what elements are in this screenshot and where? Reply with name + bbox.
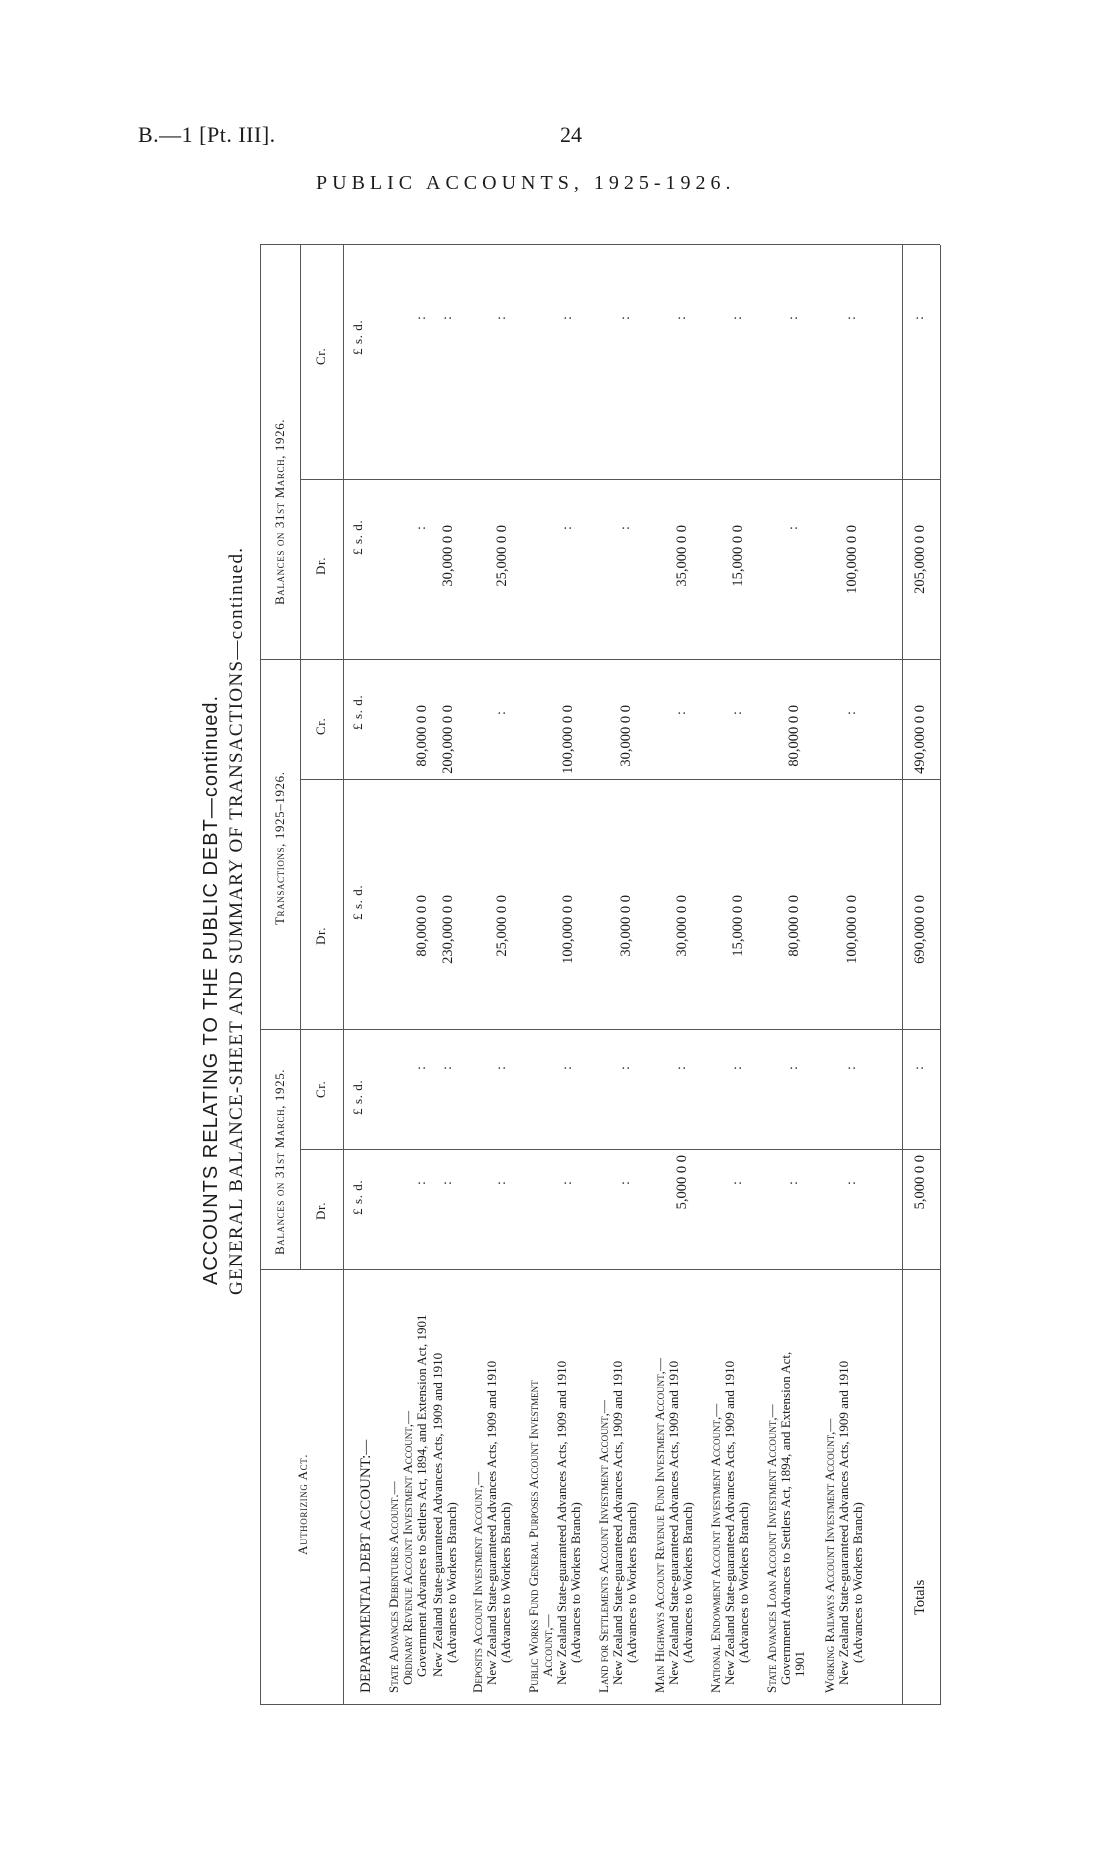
cell-tcr: :: [844, 709, 859, 715]
totals-b2cr: :: [912, 314, 927, 320]
row-label-2: (Advances to Workers Branch): [498, 1502, 513, 1663]
dr-header: Dr.: [313, 926, 328, 945]
cell-b1dr: :: [440, 1179, 455, 1185]
cell-b1dr: :: [786, 1179, 801, 1185]
row-label: New Zealand State-guaranteed Advances Acts, 1909 and 1910: [836, 1360, 851, 1685]
col-rule-b1: [300, 1149, 940, 1150]
row-label: New Zealand State-guaranteed Advances Acts, 1909 and 1910: [610, 1360, 625, 1685]
cell-b2dr: 15,000 0 0: [730, 525, 746, 587]
cell-tdr: 15,000 0 0: [730, 895, 746, 957]
cell-tcr: 80,000 0 0: [786, 705, 802, 767]
row-label: New Zealand State-guaranteed Advances Acts, 1909 and 1910: [554, 1360, 569, 1685]
section-heading: State Advances Loan Account Investment Account,—: [764, 1404, 779, 1693]
section-heading: State Advances Debentures Account.—: [386, 1481, 401, 1693]
section-heading: Main Highways Account Revenue Fund Investment Account,—: [652, 1358, 667, 1693]
row-label-2: (Advances to Workers Branch): [736, 1502, 751, 1663]
dept-heading: DEPARTMENTAL DEBT ACCOUNT:—: [358, 1439, 374, 1693]
cell-b2dr: 35,000 0 0: [674, 525, 690, 587]
col-rule-b2: [300, 479, 940, 480]
group-rule: [300, 245, 301, 1270]
rotated-table: [200, 225, 1000, 1725]
cr-header: Cr.: [313, 1080, 328, 1098]
table-title: ACCOUNTS RELATING TO THE PUBLIC DEBT—continued.: [200, 694, 222, 1285]
cell-b1dr: :: [730, 1179, 745, 1185]
cell-tdr: 100,000 0 0: [560, 895, 576, 964]
cell-b2cr: :: [786, 314, 801, 320]
cell-b1dr: :: [618, 1179, 633, 1185]
col-rule-1: [260, 1269, 940, 1270]
section-heading: Land for Settlements Account Investment Account,—: [596, 1400, 611, 1693]
cell-b1cr: :: [730, 1064, 745, 1070]
balances-1926-header: Balances on 31st March, 1926.: [272, 418, 287, 605]
dr-header: Dr.: [313, 556, 328, 575]
row-label-2: (Advances to Workers Branch): [624, 1502, 639, 1663]
cell-tcr: :: [730, 709, 745, 715]
cell-b2cr: :: [844, 314, 859, 320]
totals-rule: [902, 245, 903, 1705]
row-label: Government Advances to Settlers Act, 1894, and Extension Act,: [778, 1351, 793, 1685]
running-title: PUBLIC ACCOUNTS, 1925-1926.: [316, 172, 736, 194]
col-rule-3: [260, 659, 940, 660]
cell-b1dr: 5,000 0 0: [674, 1155, 690, 1210]
cell-b1cr: :: [494, 1064, 509, 1070]
row-label: New Zealand State-guaranteed Advances Acts, 1909 and 1910: [430, 1352, 445, 1677]
row-label-2: (Advances to Workers Branch): [850, 1502, 865, 1663]
col-rule-2: [260, 1029, 940, 1030]
cell-b1dr: :: [414, 1179, 429, 1185]
row-label-2: 1901: [792, 1651, 807, 1677]
cell-b1cr: :: [674, 1064, 689, 1070]
authorizing-act-header: Authorizing Act.: [295, 1453, 310, 1555]
cell-b1cr: :: [786, 1064, 801, 1070]
cell-b1dr: :: [560, 1179, 575, 1185]
cell-b2dr: :: [414, 524, 429, 530]
lsd-header: £ s. d.: [350, 884, 365, 920]
section-subheading: Ordinary Revenue Account Investment Account,—: [400, 1411, 415, 1685]
cell-tdr: 230,000 0 0: [440, 895, 456, 964]
cell-b2dr: :: [786, 524, 801, 530]
table-top-rule: [260, 245, 261, 1705]
lsd-header: £ s. d.: [350, 694, 365, 730]
lsd-header: £ s. d.: [350, 519, 365, 555]
cell-b2dr: :: [560, 524, 575, 530]
balances-1925-header: Balances on 31st March, 1925.: [272, 1068, 287, 1255]
cr-header: Cr.: [313, 717, 328, 735]
cell-tdr: 30,000 0 0: [618, 895, 634, 957]
transactions-header: Transactions, 1925–1926.: [272, 771, 287, 925]
row-label-2: (Advances to Workers Branch): [680, 1502, 695, 1663]
cell-b1cr: :: [844, 1064, 859, 1070]
cell-tdr: 80,000 0 0: [786, 895, 802, 957]
row-label: New Zealand State-guaranteed Advances Acts, 1909 and 1910: [666, 1360, 681, 1685]
cell-b2cr: :: [494, 314, 509, 320]
table-left-rule: [260, 1704, 940, 1705]
totals-b1cr: :: [912, 1064, 927, 1070]
row-label: New Zealand State-guaranteed Advances Acts, 1909 and 1910: [722, 1360, 737, 1685]
cell-b1cr: :: [414, 1064, 429, 1070]
table-right-rule: [260, 244, 940, 245]
cell-tcr: :: [494, 709, 509, 715]
row-label-2: (Advances to Workers Branch): [444, 1502, 459, 1663]
cell-tdr: 30,000 0 0: [674, 895, 690, 957]
cell-b2cr: :: [618, 314, 633, 320]
cell-b2dr: :: [618, 524, 633, 530]
header-rule: [343, 245, 344, 1705]
cell-tcr: 100,000 0 0: [560, 705, 576, 774]
cell-b1cr: :: [618, 1064, 633, 1070]
section-heading: National Endowment Account Investment Account,—: [708, 1403, 723, 1693]
section-heading: Working Railways Account Investment Account,—: [822, 1418, 837, 1693]
cell-b2cr: :: [674, 314, 689, 320]
totals-tcr: 490,000 0 0: [912, 705, 928, 774]
lsd-header: £ s. d.: [350, 1179, 365, 1215]
cell-tdr: 80,000 0 0: [414, 895, 430, 957]
cell-b1cr: :: [440, 1064, 455, 1070]
dr-header: Dr.: [313, 1201, 328, 1220]
cell-tcr: 30,000 0 0: [618, 705, 634, 767]
section-heading: Public Works Fund General Purposes Account Investment: [526, 1380, 541, 1693]
cell-b2cr: :: [560, 314, 575, 320]
cell-b2cr: :: [440, 314, 455, 320]
cell-b2dr: 100,000 0 0: [844, 525, 860, 594]
cell-tcr: 200,000 0 0: [440, 705, 456, 774]
cell-b2cr: :: [730, 314, 745, 320]
totals-tdr: 690,000 0 0: [912, 895, 928, 964]
cell-tdr: 100,000 0 0: [844, 895, 860, 964]
table-subtitle: GENERAL BALANCE-SHEET AND SUMMARY OF TRANSACTIONS—continued.: [226, 546, 247, 1295]
totals-b1dr: 5,000 0 0: [912, 1155, 928, 1210]
totals-label: Totals: [912, 1579, 928, 1615]
row-label: Government Advances to Settlers Act, 1894, and Extension Act, 1901: [414, 1314, 429, 1677]
cell-tcr: :: [674, 709, 689, 715]
cell-b1dr: :: [494, 1179, 509, 1185]
cell-tdr: 25,000 0 0: [494, 895, 510, 957]
cell-b2cr: :: [414, 314, 429, 320]
totals-b2dr: 205,000 0 0: [912, 525, 928, 594]
page-number: 24: [560, 122, 582, 147]
lsd-header: £ s. d.: [350, 319, 365, 355]
cell-b2dr: 25,000 0 0: [494, 525, 510, 587]
cell-b1cr: :: [560, 1064, 575, 1070]
section-heading-2: Account,—: [540, 1614, 555, 1677]
lsd-header: £ s. d.: [350, 1079, 365, 1115]
row-label: New Zealand State-guaranteed Advances Acts, 1909 and 1910: [484, 1360, 499, 1685]
cell-tcr: 80,000 0 0: [414, 705, 430, 767]
cr-header: Cr.: [313, 347, 328, 365]
section-heading: Deposits Account Investment Account,—: [470, 1471, 485, 1693]
cell-b2dr: 30,000 0 0: [440, 525, 456, 587]
table-bottom-rule: [940, 245, 941, 1705]
row-label-2: (Advances to Workers Branch): [568, 1502, 583, 1663]
report-reference: B.—1 [Pt. III].: [138, 122, 276, 147]
cell-b1dr: :: [844, 1179, 859, 1185]
